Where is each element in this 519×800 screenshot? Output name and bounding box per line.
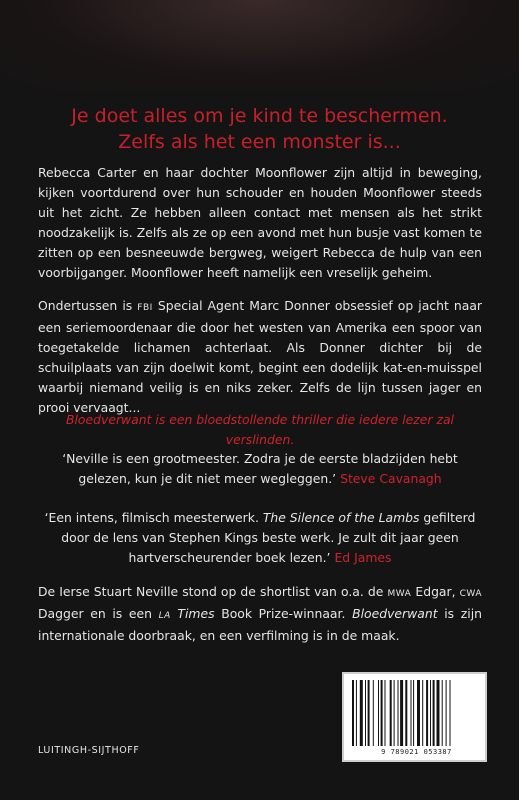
pitch-line [38,410,482,450]
barcode-bar [352,680,354,746]
barcode-bar [373,680,374,746]
barcode-bar [381,680,383,746]
isbn-barcode [342,672,487,762]
barcode-bar [433,680,435,746]
synopsis-paragraph-2: Ondertussen is FBI Special Agent Marc Donner obsessief op jacht naar een seriemoordenaar die door het westen van Amerika een spoor van toegetakelde lichamen achterlaat. Als Donner dichter bij de schuilplaats van zijn doelwit komt, begint een dodelijk kat-en-muisspel waarbij niemand veilig is en niks zeker. Zelfs de lijn tussen jager en prooi vervaagt... [38,298,483,415]
cover-art-flower [0,0,519,90]
blurb-quote-1: ‘Neville is een grootmeester. Zodra je de eerste bladzijden hebt gelezen, kun je dit niet meer wegleggen.’ Steve Cavanagh [62,451,458,486]
barcode-bar [394,680,395,746]
blurb-author-2: Ed James [334,550,392,565]
publisher-logo: LUITINGH-SIJTHOFF [38,745,140,756]
pitch-text: Bloedverwant is een bloedstollende thriller die iedere lezer zal verslinden. [65,412,454,447]
isbn-number: 9 789021 053387 [381,748,452,756]
tagline-line1: Je doet alles om je kind te beschermen. [71,105,448,127]
barcode-bars [350,680,483,746]
barcode-bar [413,680,414,746]
barcode-bar [442,680,443,746]
barcode-bar [365,680,366,746]
barcode-bar [437,680,440,746]
barcode-bar [356,680,357,746]
barcode-bar [405,680,407,746]
barcode-bar [398,680,399,746]
barcode-bar [426,680,428,746]
barcode-bar [422,680,423,746]
synopsis-paragraph-1: Rebecca Carter en haar dochter Moonflower zijn altijd in beweging, kijken voortdurend over hun schouder en houden Moonflower steeds uit het zicht. Ze hebben alleen contact met mensen als het strikt noodzakelijk is. Zelfs als ze op een avond met hun busje vast komen te zitten op een besneeuwde bergweg, weigert Rebecca de hulp van een voorbijganger. Moonflower heeft namelijk een vreselijk geheim. [38,165,482,280]
tagline-line2: Zelfs als het een monster is... [118,131,401,153]
barcode-bar [360,680,363,746]
barcode-bar [450,680,451,746]
barcode-bar [385,680,386,746]
barcode-bar [430,680,431,746]
barcode-bar [446,680,447,746]
barcode-bar [390,680,392,746]
barcode-bar [417,680,420,746]
blurb-quote-2: ‘Een intens, filmisch meesterwerk. The Silence of the Lambs gefilterd door de lens van Stephen Kings beste werk. Je zult dit jaar geen hartverscheurender boek lezen.’ Ed James [44,510,476,565]
author-bio: De Ierse Stuart Neville stond op de shortlist van o.a. de MWA Edgar, CWA Dagger en is een LA Times Book Prize-winnaar. Bloedverwant is zijn internationale doorbraak, en een verfilming is in de maak. [38,584,482,643]
barcode-bar [378,680,379,746]
barcode-bar [400,680,403,746]
blurb-author-1: Steve Cavanagh [340,471,442,486]
barcode-bar [368,680,370,746]
barcode-bar [411,680,412,746]
